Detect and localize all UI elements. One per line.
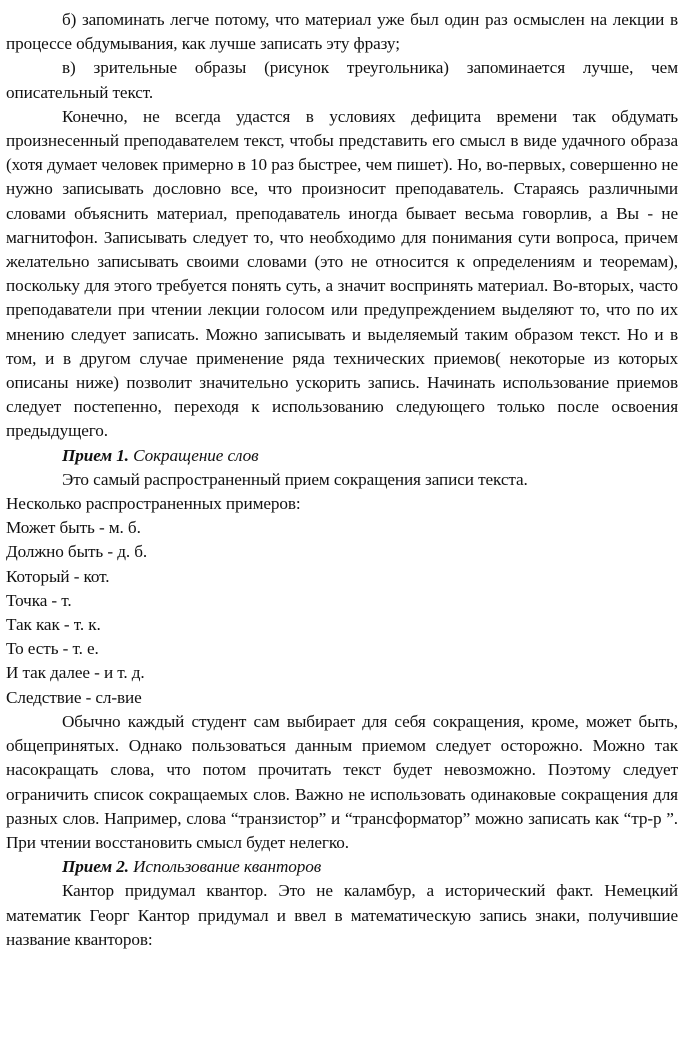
list-item: Точка - т. <box>6 590 72 610</box>
paragraph-technique-1: Это самый распространенный прием сокращения записи текста. <box>62 469 528 489</box>
list-item: И так далее - и т. д. <box>6 663 145 683</box>
paragraph-cantor: Кантор придумал квантор. Это не каламбур, а исторический факт. Немецкий математик Георг Кантор придумал и ввел в математическую запись знаки, получившие название кванторов: <box>6 881 678 949</box>
document-page <box>6 8 678 952</box>
heading-technique-2 <box>6 855 678 879</box>
list-item: Который - кот. <box>6 566 110 586</box>
heading-technique-2-label: Прием 2. <box>62 857 129 877</box>
heading-technique-1-label: Прием 1. <box>62 445 129 465</box>
list-item: Может быть - м. б. <box>6 518 141 538</box>
abbreviation-list <box>6 516 678 710</box>
paragraph-usually: Обычно каждый студент сам выбирает для себя сокращения, кроме, может быть, общепринятых. Однако пользоваться данным приемом следует осторожно. Можно так насокращать слова, что потом прочитать текст будет невозможно. Поэтому следует ограничить список сокращаемых слов. Важно не использовать одинаковые сокращения для разных слов. Например, слова “транзистор” и “трансформатор” можно записать как “тр-р ”. При чтении восстановить смысл будет нелегко. <box>6 711 678 852</box>
list-item: То есть - т. е. <box>6 639 99 659</box>
examples-intro: Несколько распространенных примеров: <box>6 494 301 514</box>
heading-technique-2-name: Использование кванторов <box>133 857 322 877</box>
list-item: Так как - т. к. <box>6 615 101 635</box>
list-item: Следствие - сл-вие <box>6 687 142 707</box>
heading-technique-1 <box>6 444 678 468</box>
paragraph-main: Конечно, не всегда удастся в условиях дефицита времени так обдумать произнесенный преподавателем текст, чтобы представить его смысл в виде удачного образа (хотя думает человек примерно в 10 раз быстрее, чем пишет). Но, во-первых, совершенно не нужно записывать дословно все, что произносит преподаватель. Стараясь различными словами объяснить материал, преподаватель иногда бывает весьма говорлив, а Вы - не магнитофон. Записывать следует то, что необходимо для понимания сути вопроса, причем желательно записывать своими словами (это не относится к определениям и теоремам), поскольку для этого требуется понять суть, а значит воспринять материал. Во-вторых, часто преподаватели при чтении лекции голосом или предупреждением выделяют то, что по их мнению следует записать. Можно записывать и выделяемый таким образом текст. Но и в том, и в другом случае применение ряда технических приемов( некоторые из которых описаны ниже) позволит значительно ускорить запись. Начинать использование приемов следует постепенно, переходя к использованию следующего только после освоения предыдущего. <box>6 106 678 441</box>
list-item: Должно быть - д. б. <box>6 542 148 562</box>
heading-technique-1-name: Сокращение слов <box>133 445 259 465</box>
paragraph-v: в) зрительные образы (рисунок треугольника) запоминается лучше, чем описательный текст. <box>6 58 678 102</box>
paragraph-b: б) запоминать легче потому, что материал уже был один раз осмыслен на лекции в процессе обдумывания, как лучше записать эту фразу; <box>6 10 678 54</box>
